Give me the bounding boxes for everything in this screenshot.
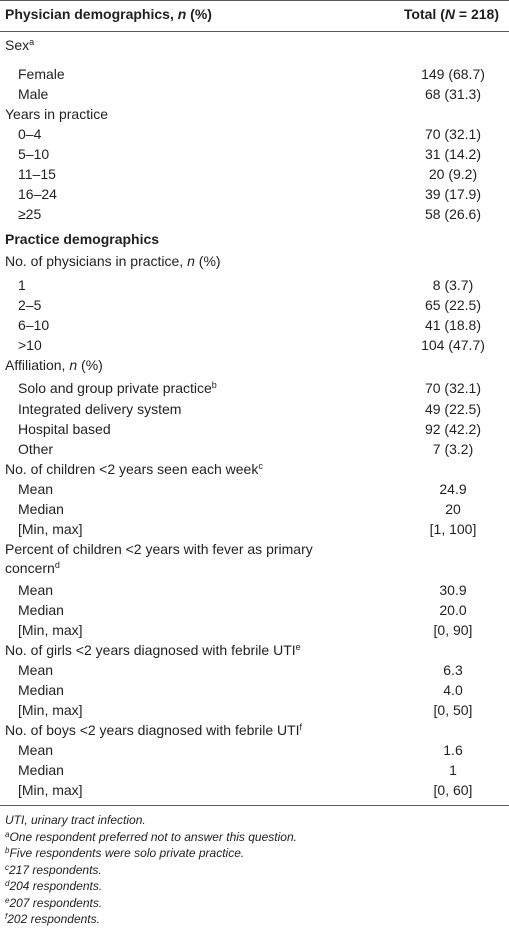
row-label bbox=[5, 253, 221, 269]
section-heading bbox=[0, 229, 509, 249]
row-value: [1, 100] bbox=[429, 521, 477, 537]
table-row bbox=[0, 104, 509, 124]
row-label: 2–5 bbox=[18, 297, 42, 313]
row-value: 6.3 bbox=[443, 662, 463, 678]
table-row bbox=[0, 295, 509, 315]
row-value: 49 (22.5) bbox=[424, 401, 482, 417]
table-row bbox=[0, 315, 509, 335]
footnote bbox=[5, 863, 102, 877]
row-label bbox=[5, 722, 302, 738]
footnote bbox=[5, 846, 244, 860]
row-label-sup: e bbox=[295, 642, 301, 652]
row-label-text: concern bbox=[5, 560, 55, 576]
table-row bbox=[0, 184, 509, 204]
table-row bbox=[0, 660, 509, 680]
row-value: [0, 90] bbox=[433, 622, 473, 638]
footnote-text: Five respondents were solo private practice. bbox=[9, 846, 245, 860]
row-label-sup: c bbox=[258, 461, 263, 471]
row-label: Hospital based bbox=[18, 421, 111, 437]
table-row bbox=[0, 600, 509, 620]
row-label: >10 bbox=[18, 337, 42, 353]
table-row bbox=[0, 680, 509, 700]
row-value: 1 bbox=[449, 762, 457, 778]
row-label-sup: b bbox=[211, 380, 217, 390]
row-label: 0–4 bbox=[18, 126, 42, 142]
row-label: Median bbox=[18, 602, 64, 618]
header-label-text: Physician demographics, bbox=[5, 6, 178, 22]
table-row bbox=[0, 700, 509, 720]
header-total-post: = 218) bbox=[455, 6, 499, 22]
footnote bbox=[5, 879, 102, 893]
table-row bbox=[0, 539, 509, 559]
row-label: [Min, max] bbox=[18, 521, 83, 537]
row-value: 20 bbox=[445, 501, 461, 517]
row-label-text: Solo and group private practice bbox=[18, 380, 212, 396]
row-value: 20 (9.2) bbox=[428, 166, 478, 182]
table-row bbox=[0, 399, 509, 419]
row-label: Median bbox=[18, 501, 64, 517]
row-label: [Min, max] bbox=[18, 702, 83, 718]
row-label: [Min, max] bbox=[18, 782, 83, 798]
header-total bbox=[404, 6, 499, 22]
row-label-text: No. of children <2 years seen each week bbox=[5, 461, 259, 477]
row-label-text: No. of physicians in practice, bbox=[5, 253, 188, 269]
row-value: 149 (68.7) bbox=[421, 66, 485, 82]
footnote-mark: b bbox=[5, 846, 10, 855]
row-value: 70 (32.1) bbox=[424, 380, 482, 396]
row-label bbox=[5, 357, 103, 373]
header-label bbox=[5, 6, 212, 22]
row-label: 6–10 bbox=[18, 317, 50, 333]
row-label: Median bbox=[18, 762, 64, 778]
top-rule bbox=[0, 0, 509, 1]
table-row bbox=[0, 204, 509, 224]
row-label bbox=[5, 642, 301, 658]
footnote-mark: c bbox=[5, 862, 9, 872]
table-row bbox=[0, 760, 509, 780]
row-label-text: No. of girls <2 years diagnosed with febrile UTI bbox=[5, 642, 296, 658]
row-label-after: (%) bbox=[194, 253, 221, 269]
row-label-text: Affiliation, bbox=[5, 357, 70, 373]
row-label: Years in practice bbox=[5, 106, 108, 122]
row-label: Mean bbox=[18, 742, 54, 758]
row-value: 20.0 bbox=[439, 602, 467, 618]
row-value: 31 (14.2) bbox=[424, 146, 482, 162]
table-header bbox=[0, 4, 509, 24]
footnote bbox=[5, 830, 297, 844]
footnote-mark: d bbox=[5, 879, 10, 888]
footnote-mark: a bbox=[5, 829, 10, 839]
row-value: 41 (18.8) bbox=[424, 317, 482, 333]
row-value: 92 (42.2) bbox=[424, 421, 482, 437]
row-label bbox=[5, 461, 263, 477]
row-label-italic: n bbox=[187, 253, 195, 269]
table-row bbox=[0, 780, 509, 800]
row-label: Median bbox=[18, 682, 64, 698]
footnote-text: 204 respondents. bbox=[9, 879, 103, 893]
table-row bbox=[0, 84, 509, 104]
table-row bbox=[0, 335, 509, 355]
header-total-pre: Total ( bbox=[403, 6, 445, 22]
row-label: 5–10 bbox=[18, 146, 50, 162]
row-value: 7 (3.2) bbox=[432, 441, 474, 457]
row-value: [0, 50] bbox=[433, 702, 473, 718]
row-label-text: Sex bbox=[5, 37, 30, 53]
table-row bbox=[0, 35, 509, 55]
row-label-sup: d bbox=[54, 560, 60, 570]
table-row bbox=[0, 124, 509, 144]
table-row bbox=[0, 439, 509, 459]
footnote-mark: e bbox=[5, 895, 10, 905]
row-value: 24.9 bbox=[439, 481, 467, 497]
table-row bbox=[0, 378, 509, 398]
table-row bbox=[0, 459, 509, 479]
footnote-text: 202 respondents. bbox=[7, 912, 100, 926]
footnote bbox=[5, 896, 102, 910]
row-label bbox=[18, 380, 217, 396]
row-value: 39 (17.9) bbox=[424, 186, 482, 202]
row-value: 30.9 bbox=[439, 582, 467, 598]
table-row bbox=[0, 720, 509, 740]
table-row bbox=[0, 558, 509, 578]
row-label: 1 bbox=[18, 277, 26, 293]
row-value: 58 (26.6) bbox=[424, 206, 482, 222]
row-label: Percent of children <2 years with fever as primary bbox=[5, 541, 313, 557]
table-row bbox=[0, 519, 509, 539]
row-label-after: (%) bbox=[77, 357, 103, 373]
table-row bbox=[0, 419, 509, 439]
row-value: 1.6 bbox=[443, 742, 463, 758]
table-row bbox=[0, 580, 509, 600]
row-label-sup: a bbox=[29, 37, 35, 47]
row-label: Other bbox=[18, 441, 54, 457]
table-row bbox=[0, 640, 509, 660]
table-row bbox=[0, 479, 509, 499]
footnote bbox=[5, 813, 146, 827]
footnote-text: 217 respondents. bbox=[9, 862, 102, 877]
row-label: Mean bbox=[18, 481, 54, 497]
row-label: ≥25 bbox=[18, 206, 42, 222]
row-label: Male bbox=[18, 86, 49, 102]
table-row bbox=[0, 144, 509, 164]
row-label: Mean bbox=[18, 662, 54, 678]
table-row bbox=[0, 499, 509, 519]
table-row bbox=[0, 740, 509, 760]
footnote-text: One respondent preferred not to answer this question. bbox=[9, 829, 297, 844]
footnote-text: UTI, urinary tract infection. bbox=[5, 813, 146, 827]
table-row bbox=[0, 64, 509, 84]
footnote-text: 207 respondents. bbox=[9, 895, 103, 910]
table-row bbox=[0, 275, 509, 295]
table-row bbox=[0, 164, 509, 184]
row-label-sup: f bbox=[299, 722, 303, 732]
table-row bbox=[0, 355, 509, 375]
row-value: 4.0 bbox=[443, 682, 463, 698]
bottom-rule bbox=[0, 805, 509, 806]
row-value: [0, 60] bbox=[433, 782, 473, 798]
row-label: Practice demographics bbox=[5, 231, 160, 247]
header-label-pct: (%) bbox=[186, 6, 212, 22]
row-label bbox=[5, 37, 34, 53]
header-total-n: N bbox=[444, 6, 456, 22]
header-rule bbox=[0, 31, 509, 32]
row-value: 70 (32.1) bbox=[424, 126, 482, 142]
row-value: 68 (31.3) bbox=[424, 86, 482, 102]
table-row bbox=[0, 620, 509, 640]
row-label: 11–15 bbox=[18, 166, 56, 182]
row-label: Mean bbox=[18, 582, 54, 598]
header-label-n: n bbox=[177, 6, 187, 22]
row-label: 16–24 bbox=[18, 186, 57, 202]
row-label-text: No. of boys <2 years diagnosed with febrile UTI bbox=[5, 722, 300, 738]
row-label: [Min, max] bbox=[18, 622, 83, 638]
row-value: 104 (47.7) bbox=[421, 337, 485, 353]
row-value: 65 (22.5) bbox=[424, 297, 482, 313]
footnote bbox=[5, 912, 100, 926]
row-label-italic: n bbox=[69, 357, 78, 373]
table-row bbox=[0, 251, 509, 271]
row-value: 8 (3.7) bbox=[432, 277, 474, 293]
row-label: Female bbox=[18, 66, 65, 82]
row-label bbox=[5, 560, 60, 576]
footnote-mark: f bbox=[5, 912, 8, 921]
row-label: Integrated delivery system bbox=[18, 401, 182, 417]
